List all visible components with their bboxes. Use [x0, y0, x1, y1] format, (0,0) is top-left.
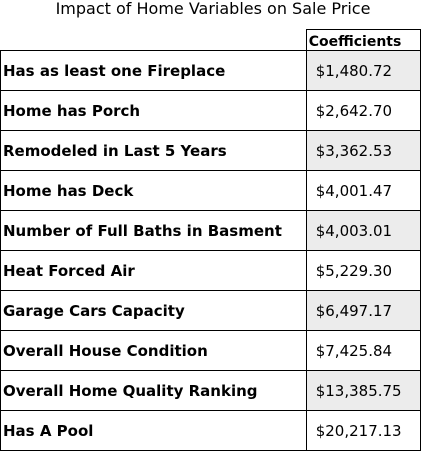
row-value: $7,425.84 — [306, 331, 420, 371]
label-column-header — [1, 30, 307, 51]
row-label: Has A Pool — [1, 411, 307, 451]
table-title: Impact of Home Variables on Sale Price — [55, 0, 371, 18]
row-label: Overall House Condition — [1, 331, 307, 371]
table-header-row — [1, 30, 421, 51]
row-label: Home has Porch — [1, 91, 307, 131]
row-value: $5,229.30 — [306, 251, 420, 291]
row-value: $2,642.70 — [306, 91, 420, 131]
coefficients-table — [0, 29, 421, 451]
table-row — [1, 331, 421, 371]
table-body — [1, 51, 421, 451]
row-value: $4,001.47 — [306, 171, 420, 211]
table-row — [1, 131, 421, 171]
row-value: $20,217.13 — [306, 411, 420, 451]
row-label: Remodeled in Last 5 Years — [1, 131, 307, 171]
row-value: $1,480.72 — [306, 51, 420, 91]
row-label: Number of Full Baths in Basment — [1, 211, 307, 251]
table-row — [1, 211, 421, 251]
table-row — [1, 411, 421, 451]
row-value: $3,362.53 — [306, 131, 420, 171]
row-value: $13,385.75 — [306, 371, 420, 411]
table-row — [1, 171, 421, 211]
row-label: Heat Forced Air — [1, 251, 307, 291]
row-label: Home has Deck — [1, 171, 307, 211]
row-label: Has as least one Fireplace — [1, 51, 307, 91]
row-value: $4,003.01 — [306, 211, 420, 251]
row-value: $6,497.17 — [306, 291, 420, 331]
table-row — [1, 91, 421, 131]
table-row — [1, 291, 421, 331]
table-row — [1, 251, 421, 291]
table-row — [1, 371, 421, 411]
table-row — [1, 51, 421, 91]
row-label: Overall Home Quality Ranking — [1, 371, 307, 411]
row-label: Garage Cars Capacity — [1, 291, 307, 331]
coefficients-column-header: Coefficients — [306, 30, 420, 51]
